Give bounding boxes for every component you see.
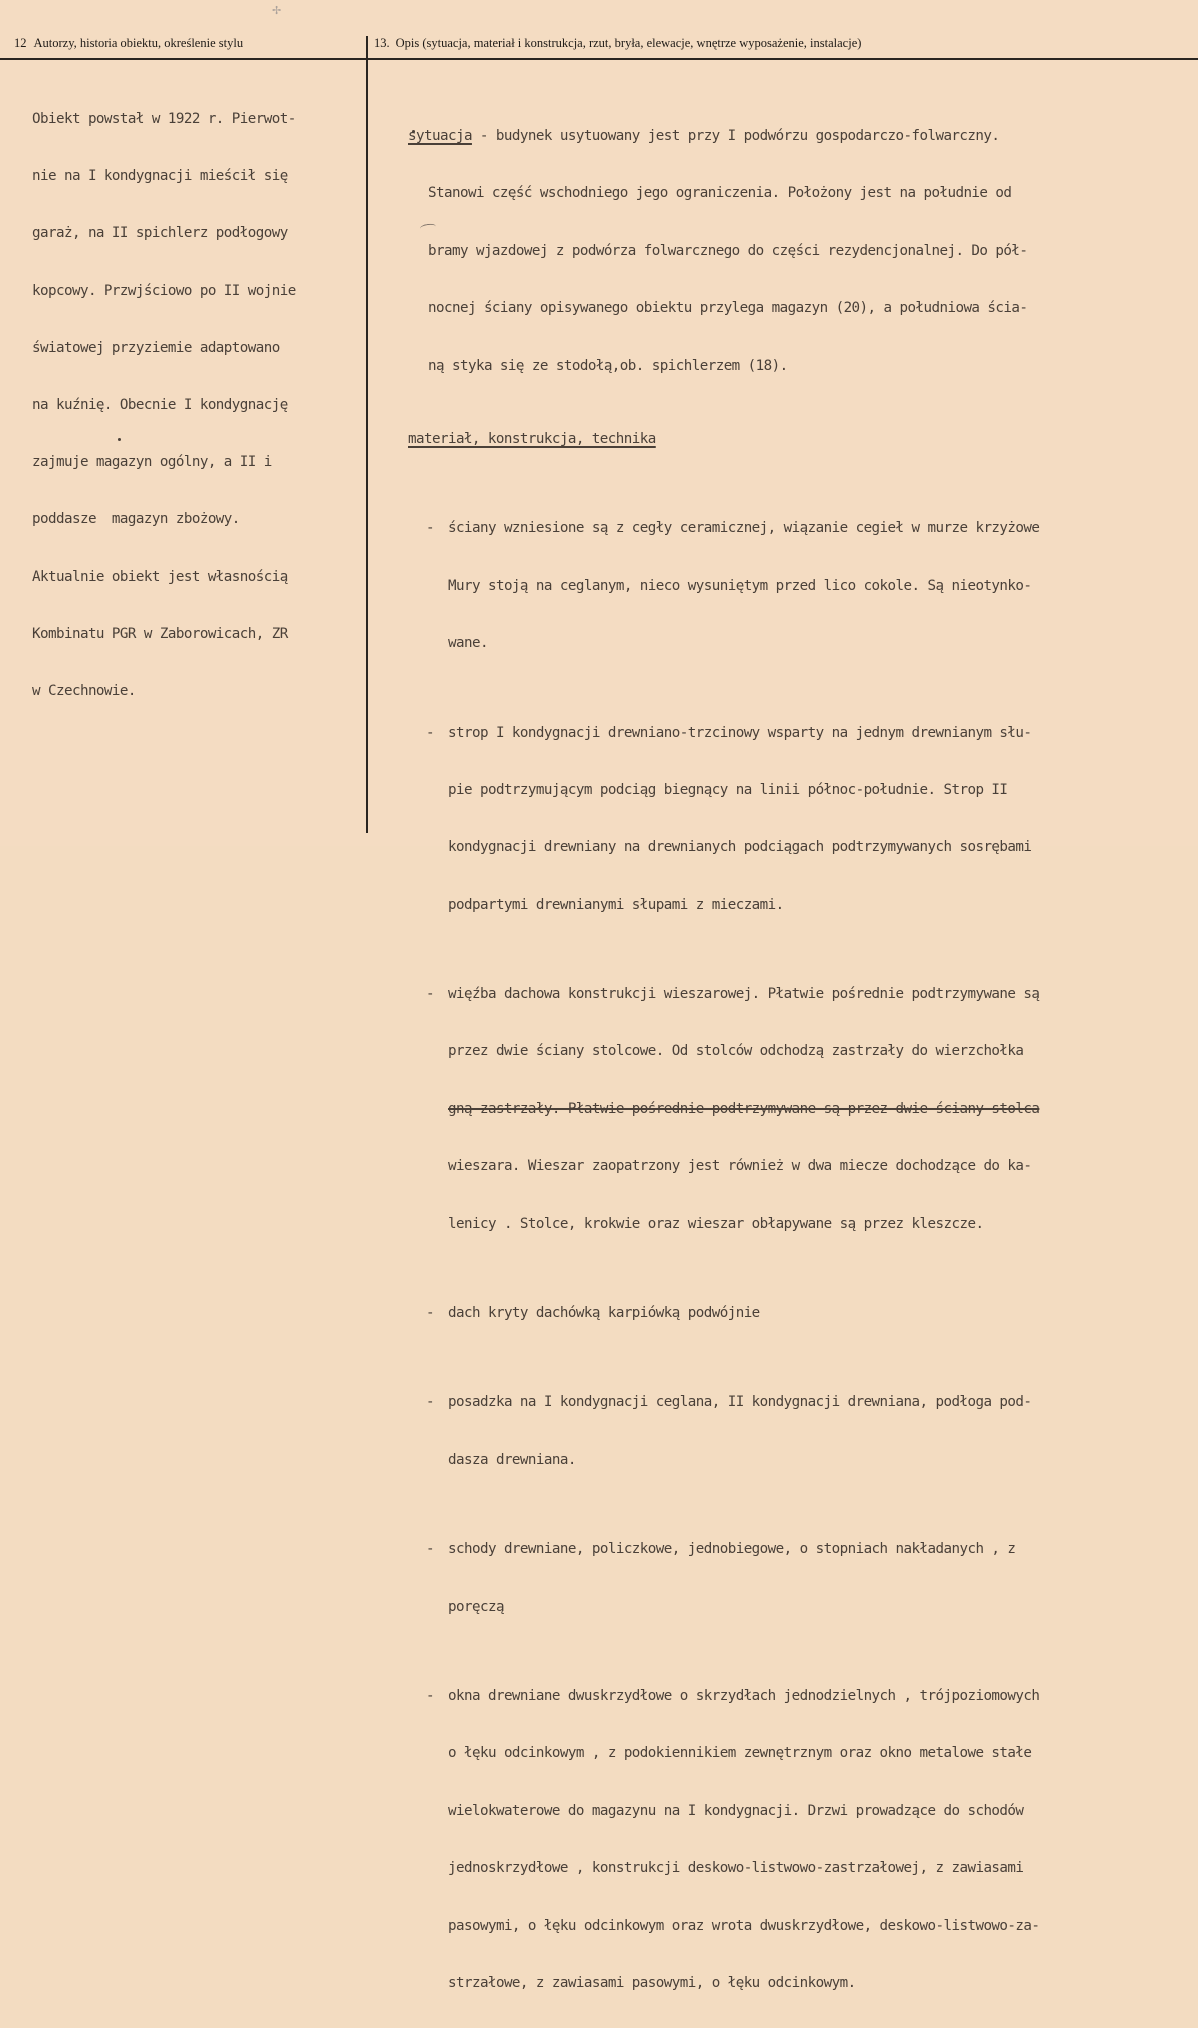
list-item-continuation: wane. xyxy=(448,635,488,652)
list-item-continuation: dasza drewniana. xyxy=(448,1451,576,1468)
list-item-text: dach kryty dachówką karpiówką podwójnie xyxy=(448,1305,760,1322)
history-line: garaż, na II spichlerz podłogowy xyxy=(32,225,288,242)
right-header-title: Opis (sytuacja, materiał i konstrukcja, rzut, bryła, elewacje, wnętrze wyposażenie, instalacje) xyxy=(395,36,862,50)
list-item xyxy=(408,1301,1198,1326)
right-column-header xyxy=(374,36,861,51)
list-item-continuation: Mury stoją na ceglanym, nieco wysuniętym przed lico cokole. Są nieotynko- xyxy=(448,577,1032,594)
list-item xyxy=(408,721,1198,746)
left-header-title: Autorzy, historia obiektu, określenie stylu xyxy=(33,36,244,50)
column-divider xyxy=(366,36,368,833)
right-header-number: 13. xyxy=(374,36,390,50)
list-item-continuation: pasowymi, o łęku odcinkowym oraz wrota dwuskrzydłowe, deskowo-listwowo-za- xyxy=(448,1917,1040,1934)
list-item-continuation: przez dwie ściany stolcowe. Od stolców odchodzą zastrzały do wierzchołka xyxy=(448,1043,1024,1060)
list-dash: - xyxy=(426,1687,434,1704)
history-line: Kombinatu PGR w Zaborowicach, ZR xyxy=(32,625,288,642)
history-line: w Czechnowie. xyxy=(32,682,136,699)
history-line: Obiekt powstał w 1922 r. Pierwot- xyxy=(32,111,296,127)
section-heading-sytuacja: sytuacja xyxy=(408,128,472,144)
list-item-continuation: lenicy . Stolce, krokwie oraz wieszar obłapywane są przez kleszcze. xyxy=(448,1215,984,1232)
list-dash: - xyxy=(426,1394,434,1411)
list-dash: - xyxy=(426,724,434,741)
list-item-text: schody drewniane, policzkowe, jednobiegowe, o stopniach nakładanych , z xyxy=(448,1541,1016,1558)
history-line: kopcowy. Przwjściowo po II wojnie xyxy=(32,282,296,299)
sytuacja-line: Stanowi część wschodniego jego ograniczenia. Położony jest na południe od xyxy=(428,185,1012,202)
left-column-header xyxy=(14,36,243,51)
history-line: Aktualnie obiekt jest własnością xyxy=(32,568,288,585)
list-dash: - xyxy=(426,986,434,1003)
list-item xyxy=(408,516,1198,541)
list-dash: - xyxy=(426,520,434,537)
list-item-text: okna drewniane dwuskrzydłowe o skrzydłach jednodzielnych , trójpoziomowych xyxy=(448,1687,1040,1704)
list-item-continuation: strzałowe, z zawiasami pasowymi, o łęku odcinkowym. xyxy=(448,1974,856,1991)
sytuacja-line: nocnej ściany opisywanego obiektu przylega magazyn (20), a południowa ścia- xyxy=(428,300,1028,317)
list-item-continuation: podpartymi drewnianymi słupami z mieczami. xyxy=(448,896,784,913)
paper-speck xyxy=(118,438,121,441)
list-item-text: posadzka na I kondygnacji ceglana, II kondygnacji drewniana, podłoga pod- xyxy=(448,1394,1032,1411)
sytuacja-line: ną styka się ze stodołą,ob. spichlerzem (18). xyxy=(428,357,788,374)
list-item-continuation: wieszara. Wieszar zaopatrzony jest również w dwa miecze dochodzące do ka- xyxy=(448,1158,1032,1175)
list-item xyxy=(408,1684,1198,1709)
struck-text: gną zastrzały. Płatwie pośrednie podtrzymywane są przez dwie ściany stolca xyxy=(448,1100,1040,1117)
list-item-text: strop I kondygnacji drewniano-trzcinowy wsparty na jednym drewnianym słu- xyxy=(448,724,1032,741)
list-item xyxy=(408,982,1198,1007)
list-item-continuation: o łęku odcinkowym , z podokiennikiem zewnętrznym oraz okno metalowe stałe xyxy=(448,1745,1032,1762)
sytuacja-text: - budynek usytuowany jest przy I podwórzu gospodarczo-folwarczny. xyxy=(471,128,1000,144)
list-item-continuation: poręczą xyxy=(448,1598,504,1615)
list-item-continuation: wielokwaterowe do magazynu na I kondygnacji. Drzwi prowadzące do schodów xyxy=(448,1802,1024,1819)
section-heading-material: materiał, konstrukcja, technika xyxy=(408,430,656,447)
list-item-continuation: pie podtrzymującym podciąg biegnący na linii północ-południe. Strop II xyxy=(448,781,1008,798)
history-line: na kuźnię. Obecnie I kondygnację xyxy=(32,396,288,413)
paper-smudge-mark: ✢ xyxy=(272,4,282,17)
description-text-block xyxy=(408,76,1198,2028)
sytuacja-first-line xyxy=(408,124,1198,149)
list-dash: - xyxy=(426,1305,434,1322)
left-header-number: 12 xyxy=(14,36,27,50)
history-text-block xyxy=(32,75,366,736)
history-line: zajmuje magazyn ogólny, a II i xyxy=(32,454,272,471)
list-dash: - xyxy=(426,1541,434,1558)
struck-through-line xyxy=(408,1097,1198,1122)
history-line: nie na I kondygnacji mieścił się xyxy=(32,168,288,185)
list-item xyxy=(408,1537,1198,1562)
history-line: światowej przyziemie adaptowano xyxy=(32,339,280,356)
list-item-text: ściany wzniesione są z cegły ceramicznej, wiązanie cegieł w murze krzyżowe xyxy=(448,520,1040,537)
list-item xyxy=(408,1390,1198,1415)
header-rule xyxy=(0,58,1198,60)
sytuacja-line: bramy wjazdowej z podwórza folwarcznego do części rezydencjonalnej. Do pół- xyxy=(428,242,1028,259)
list-item-continuation: kondygnacji drewniany na drewnianych podciągach podtrzymywanych sosrębami xyxy=(448,839,1032,856)
history-line: poddasze magazyn zbożowy. xyxy=(32,511,240,528)
list-item-continuation: jednoskrzydłowe , konstrukcji deskowo-listwowo-zastrzałowej, z zawiasami xyxy=(448,1860,1024,1877)
list-item-text: więźba dachowa konstrukcji wieszarowej. Płatwie pośrednie podtrzymywane są xyxy=(448,986,1040,1003)
material-heading-line xyxy=(408,427,1198,452)
